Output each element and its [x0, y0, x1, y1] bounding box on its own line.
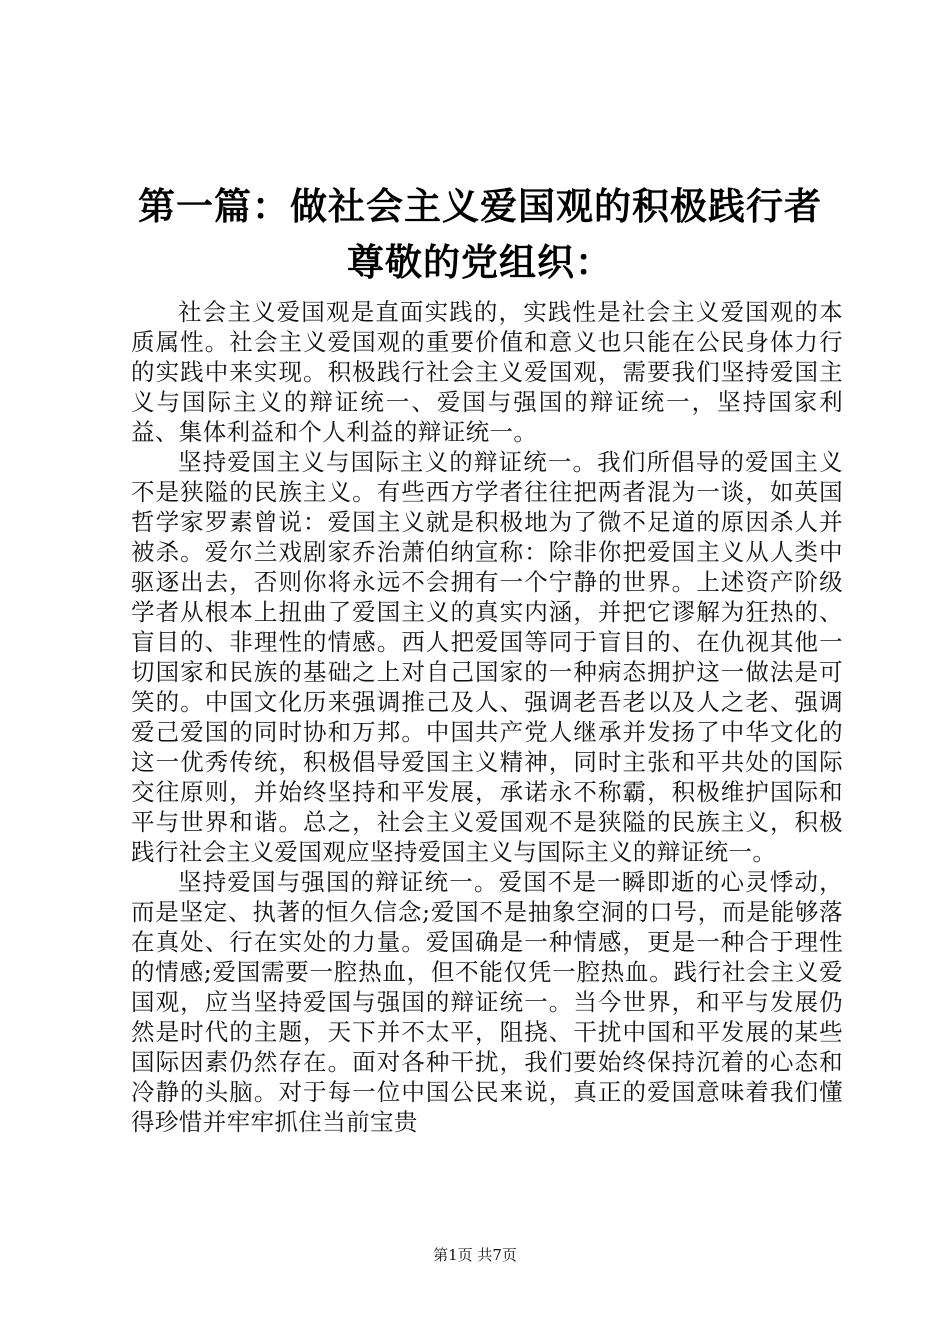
page-number-footer: 第1页 共7页: [433, 1246, 517, 1264]
paragraph-1: 社会主义爱国观是直面实践的，实践性是社会主义爱国观的本质属性。社会主义爱国观的重要价值和意义也只能在公民身体力行的实践中来实现。积极践行社会主义爱国观，需要我们坚持爱国主义与国际主义的辩证统一、爱国与强国的辩证统一，坚持国家利益、集体利益和个人利益的辩证统一。: [131, 298, 843, 446]
paragraph-3: 坚持爱国与强国的辩证统一。爱国不是一瞬即逝的心灵悸动，而是坚定、执著的恒久信念;爱国不是抽象空洞的口号，而是能够落在真处、行在实处的力量。爱国确是一种情感，更是一种合于理性的情感;爱国需要一腔热血，但不能仅凭一腔热血。践行社会主义爱国观，应当坚持爱国与强国的辩证统一。当今世界，和平与发展仍然是时代的主题，天下并不太平，阻挠、干扰中国和平发展的某些国际因素仍然存在。面对各种干扰，我们要始终保持沉着的心态和冷静的头脑。对于每一位中国公民来说，真正的爱国意味着我们懂得珍惜并牢牢抓住当前宝贵: [131, 868, 843, 1136]
paragraph-2: 坚持爱国主义与国际主义的辩证统一。我们所倡导的爱国主义不是狭隘的民族主义。有些西方学者往往把两者混为一谈，如英国哲学家罗素曾说：爱国主义就是积极地为了微不足道的原因杀人并被杀。爱尔兰戏剧家乔治萧伯纳宣称：除非你把爱国主义从人类中驱逐出去，否则你将永远不会拥有一个宁静的世界。上述资产阶级学者从根本上扭曲了爱国主义的真实内涵，并把它谬解为狂热的、盲目的、非理性的情感。西人把爱国等同于盲目的、在仇视其他一切国家和民族的基础之上对自己国家的一种病态拥护这一做法是可笑的。中国文化历来强调推己及人、强调老吾老以及人之老、强调爱己爱国的同时协和万邦。中国共产党人继承并发扬了中华文化的这一优秀传统，积极倡导爱国主义精神，同时主张和平共处的国际交往原则，并始终坚持和平发展，承诺永不称霸，积极维护国际和平与世界和谐。总之，社会主义爱国观不是狭隘的民族主义，积极践行社会主义爱国观应坚持爱国主义与国际主义的辩证统一。: [131, 448, 843, 866]
page-title: 第一篇：做社会主义爱国观的积极践行者尊敬的党组织：: [138, 184, 822, 284]
document-body: [131, 297, 843, 1137]
